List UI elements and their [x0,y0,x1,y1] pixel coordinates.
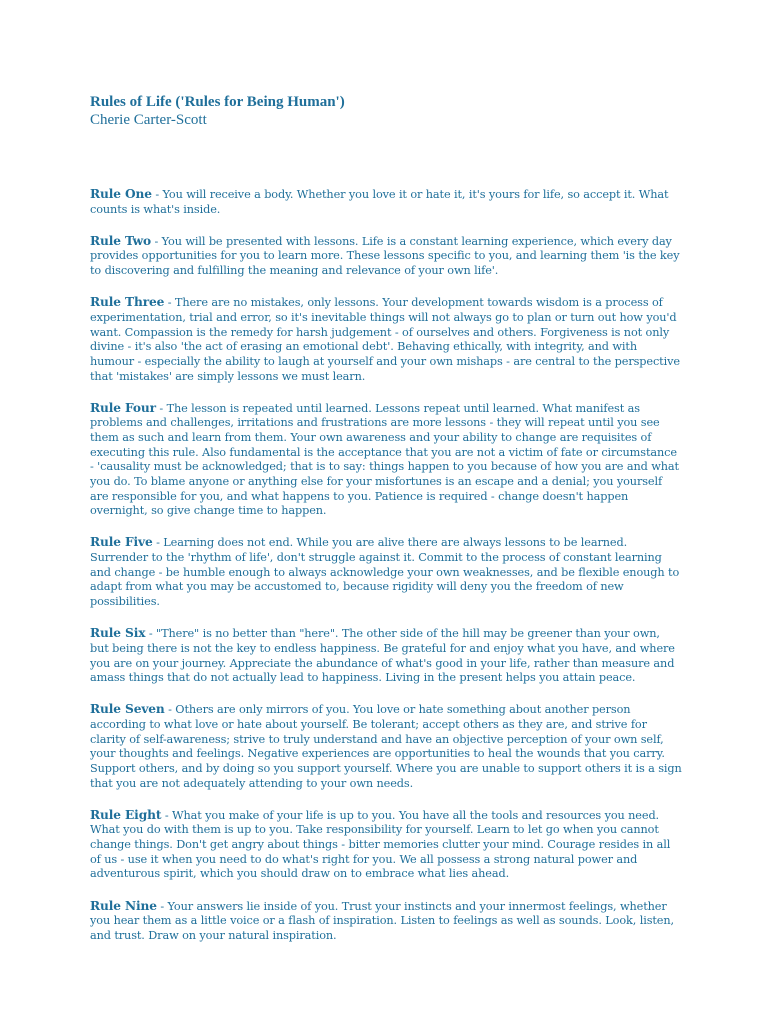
rule-two [90,234,682,279]
rule-text: - You will be presented with lessons. Life is a constant learning experience, which every day provides opportunities for you to learn more. These lessons specific to you, and learning them 'is the key to discovering and fulfilling the meaning and relevance of your own life'. [90,234,680,278]
document-title: Rules of Life ('Rules for Being Human') [90,94,345,110]
rule-name: Rule One [90,187,152,201]
rule-name: Rule Six [90,626,146,641]
rule-seven [90,702,682,791]
rule-six [90,626,682,686]
rule-text: - You will receive a body. Whether you love it or hate it, it's yours for life, so accept it. What counts is what's inside. [90,188,669,216]
rule-text: - The lesson is repeated until learned. Lessons repeat until learned. What manifest as problems and challenges, irritations and frustrations are more lessons - they will repeat until you see them as such and learn from them. Your own awareness and your ability to change are requisites of executing this rule. Also fundamental is the acceptance that you are not a victim of fate or circumstance - 'causality must be acknowledged; that is to say: things happen to you because of how you are and what you do. To blame anyone or anything else for your misfortunes is an escape and a denial; you yourself are responsible for you, and what happens to you. Patience is required - change doesn't happen overnight, so give change time to happen. [90,401,679,518]
rule-name: Rule Seven [90,702,165,717]
rules-list [90,187,682,944]
rule-name: Rule Three [90,295,165,310]
rule-eight [90,808,682,882]
rule-three [90,295,682,384]
rule-name: Rule Nine [90,898,157,913]
rule-text: - "There" is no better than "here". The other side of the hill may be greener than your own, but being there is not the key to endless happiness. Be grateful for and enjoy what you have, and where you are on your journey. Appreciate the abundance of what's good in your life, rather than measure and amass things that do not actually lead to happiness. Living in the present helps you attain peace. [90,627,675,685]
rule-four [90,401,682,519]
rule-text: - Your answers lie inside of you. Trust your instincts and your innermost feelings, whether you hear them as a little voice or a flash of inspiration. Listen to feelings as well as sounds. Look, listen, and trust. Draw on your natural inspiration. [90,899,674,942]
rule-nine [90,899,682,944]
document-page [90,93,682,960]
rule-name: Rule Four [90,400,156,415]
document-author: Cherie Carter-Scott [90,112,207,128]
rule-name: Rule Two [90,233,152,248]
rule-text: - Learning does not end. While you are alive there are always lessons to be learned. Surrender to the 'rhythm of life', don't struggle against it. Commit to the process of constant learning and change - be humble enough to always acknowledge your own weaknesses, and be flexible enough to adapt from what you may be accustomed to, because rigidity will deny you the freedom of new possibilities. [90,536,680,609]
rule-text: - Others are only mirrors of you. You love or hate something about another person according to what love or hate about yourself. Be tolerant; accept others as they are, and strive for clarity of self-awareness; strive to truly understand and have an objective perception of your own self, your thoughts and feelings. Negative experiences are opportunities to heal the wounds that you carry. Support others, and by doing so you support yourself. Where you are unable to support others it is a sign that you are not adequately attending to your own needs. [90,703,682,790]
rule-name: Rule Five [90,535,153,550]
rule-text: - What you make of your life is up to you. You have all the tools and resources you need. What you do with them is up to you. Take responsibility for yourself. Learn to let go when you cannot change things. Don't get angry about things - bitter memories clutter your mind. Courage resides in all of us - use it when you need to do what's right for you. We all possess a strong natural power and adventurous spirit, which you should draw on to embrace what lies ahead. [90,808,671,881]
rule-one [90,187,682,217]
rule-five [90,535,682,609]
rule-name: Rule Eight [90,807,162,822]
rule-text: - There are no mistakes, only lessons. Your development towards wisdom is a process of experimentation, trial and error, so it's inevitable things will not always go to plan or turn out how you'd want. Compassion is the remedy for harsh judgement - of ourselves and others. Forgiveness is not only divine - it's also 'the act of erasing an emotional debt'. Behaving ethically, with integrity, and with humour - especially the ability to laugh at yourself and your own mishaps - are central to the perspective that 'mistakes' are simply lessons we must learn. [90,296,680,383]
